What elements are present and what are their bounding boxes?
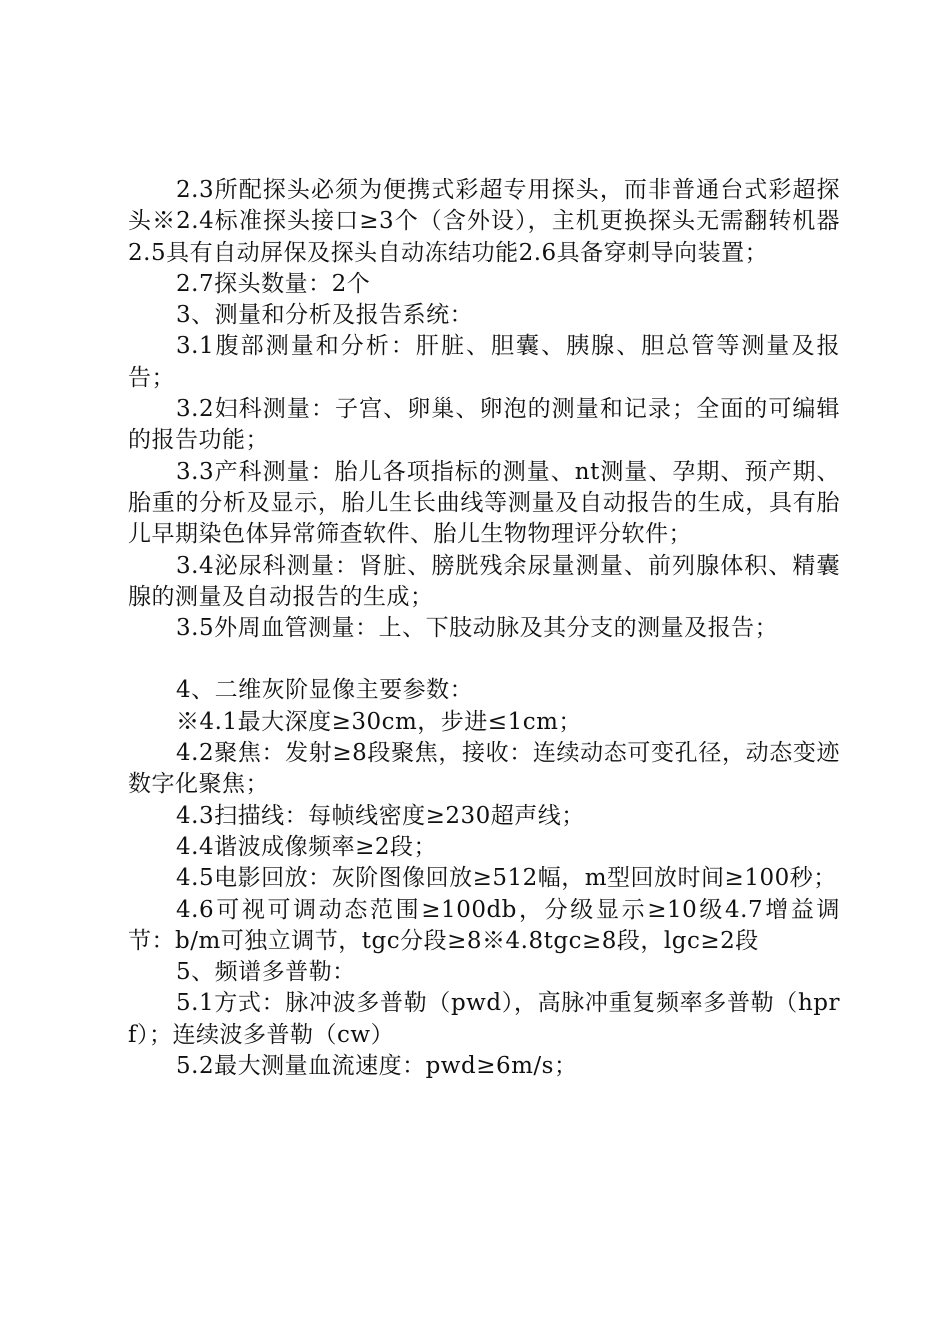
paragraph-5-1: 5.1方式：脉冲波多普勒（pwd），高脉冲重复频率多普勒（hprf）；连续波多普勒（cw） <box>128 990 840 1048</box>
paragraph-4-2: 4.2聚焦：发射≥8段聚焦，接收：连续动态可变孔径，动态变迹数字化聚焦； <box>128 740 840 798</box>
paragraph-3-4: 3.4泌尿科测量：肾脏、膀胱残余尿量测量、前列腺体积、精囊腺的测量及自动报告的生成； <box>128 552 840 610</box>
paragraph-4-6: 4.6可视可调动态范围≥100db，分级显示≥10级4.7增益调节：b/m可独立调节，tgc分段≥8※4.8tgc≥8段，lgc≥2段 <box>128 896 840 954</box>
paragraph-spacer <box>128 644 840 675</box>
paragraph-3-3: 3.3产科测量：胎儿各项指标的测量、nt测量、孕期、预产期、胎重的分析及显示，胎儿生长曲线等测量及自动报告的生成，具有胎儿早期染色体异常筛查软件、胎儿生物物理评分软件； <box>128 458 840 548</box>
section-heading-4: 4、二维灰阶显像主要参数： <box>176 677 474 704</box>
paragraph-4-1: ※4.1最大深度≥30cm，步进≤1cm； <box>176 708 582 735</box>
paragraph-3-5: 3.5外周血管测量：上、下肢动脉及其分支的测量及报告； <box>176 615 779 642</box>
paragraph-2-3: 2.3所配探头必须为便携式彩超专用探头，而非普通台式彩超探头※2.4标准探头接口≥3个（含外设），主机更换探头无需翻转机器2.5具有自动屏保及探头自动冻结功能2.6具备穿刺导向装置； <box>128 177 840 266</box>
paragraph-3-1: 3.1腹部测量和分析：肝脏、胆囊、胰腺、胆总管等测量及报告； <box>128 333 840 391</box>
paragraph-5-2: 5.2最大测量血流速度：pwd≥6m/s； <box>176 1053 578 1080</box>
paragraph-4-5: 4.5电影回放：灰阶图像回放≥512幅，m型回放时间≥100秒； <box>176 865 837 892</box>
paragraph-4-4: 4.4谐波成像频率≥2段； <box>176 833 437 860</box>
paragraph-2-7: 2.7探头数量：2个 <box>176 270 371 297</box>
paragraph-3-2: 3.2妇科测量：子宫、卵巢、卵泡的测量和记录；全面的可编辑的报告功能； <box>128 396 840 454</box>
document-body <box>128 175 840 1082</box>
section-heading-3: 3、测量和分析及报告系统： <box>176 302 474 329</box>
section-heading-5: 5、频谱多普勒： <box>176 959 356 986</box>
paragraph-4-3: 4.3扫描线：每帧线密度≥230超声线； <box>176 802 585 829</box>
